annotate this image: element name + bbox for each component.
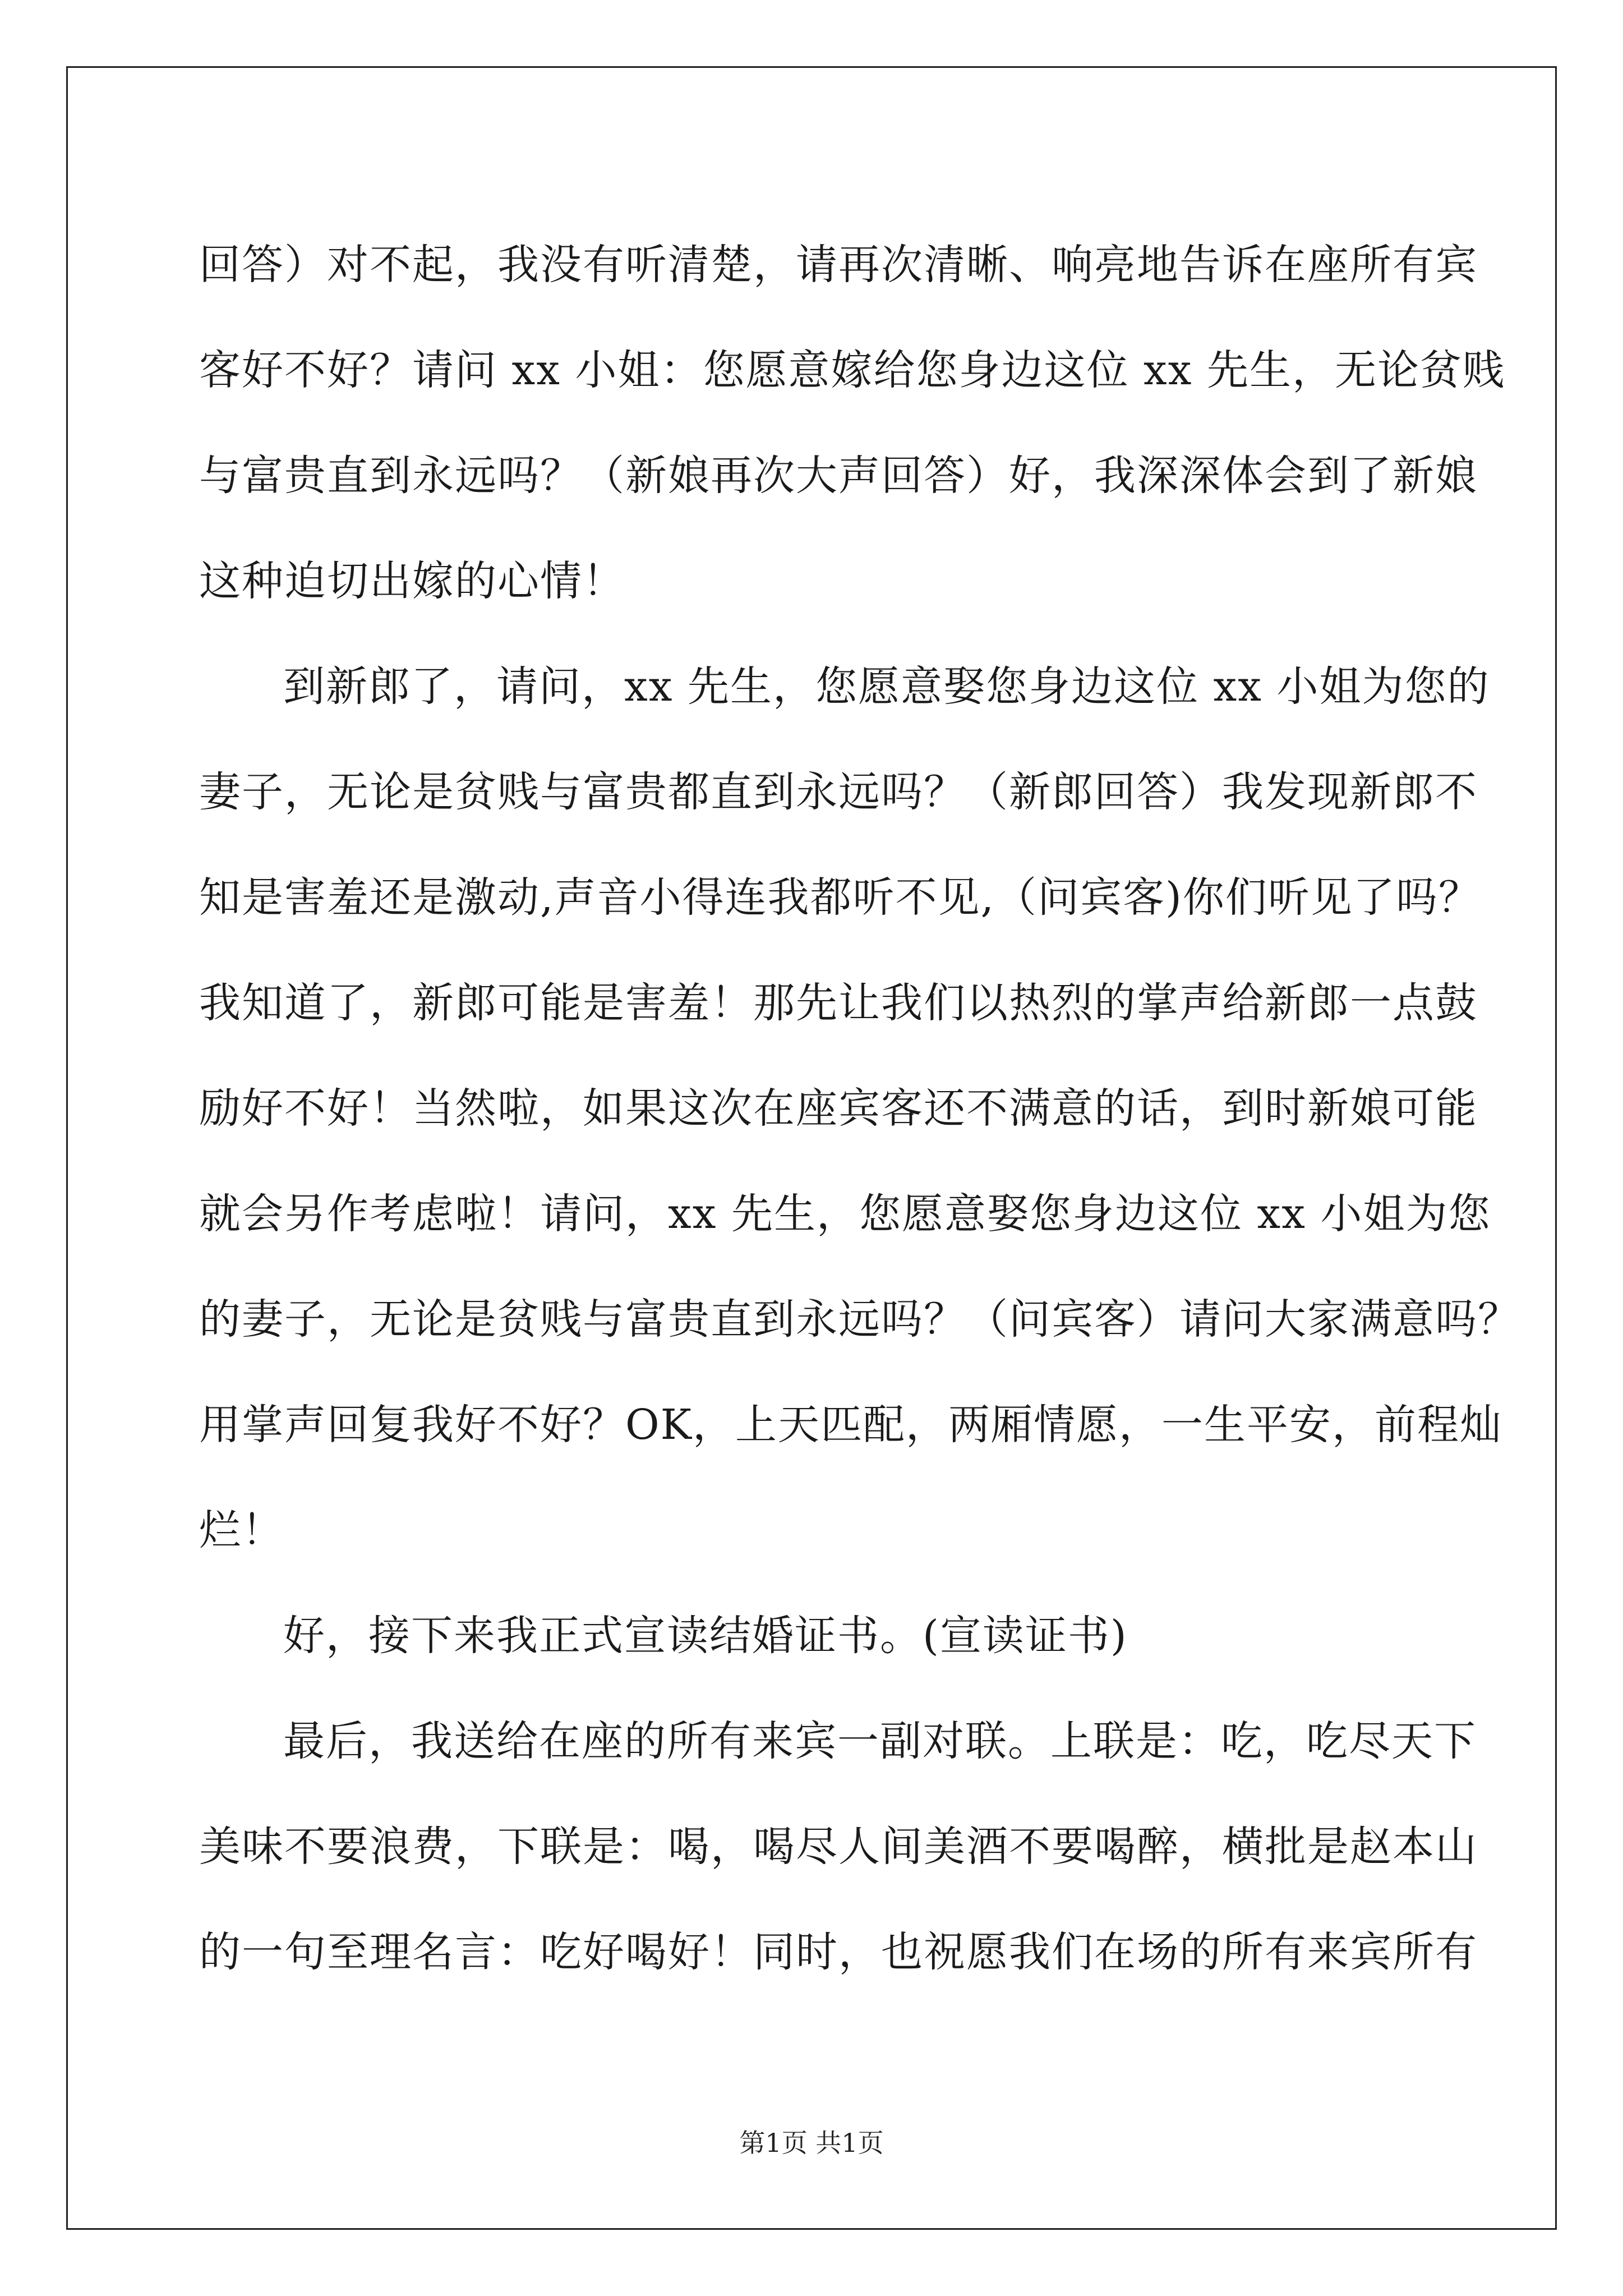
text-line: 与富贵直到永远吗？（新娘再次大声回答）好，我深深体会到了新娘 xyxy=(199,452,1478,500)
text-line: 妻子，无论是贫贱与富贵都直到永远吗？（新郎回答）我发现新郎不 xyxy=(199,768,1478,816)
text-line: 这种迫切出嫁的心情！ xyxy=(199,557,625,605)
text-line: 烂！ xyxy=(199,1506,284,1554)
text-line: 励好不好！当然啦，如果这次在座宾客还不满意的话，到时新娘可能 xyxy=(199,1084,1478,1133)
page-footer: 第1页 共1页 xyxy=(739,2128,884,2158)
text-line: 知是害羞还是激动,声音小得连我都听不见,（问宾客)你们听见了吗？ xyxy=(199,873,1481,922)
text-line: 到新郎了，请问，xx 先生，您愿意娶您身边这位 xx 小姐为您的 xyxy=(283,662,1490,711)
text-line: 我知道了，新郎可能是害羞！那先让我们以热烈的掌声给新郎一点鼓 xyxy=(199,979,1478,1027)
text-line: 用掌声回复我好不好？OK，上天匹配，两厢情愿，一生平安，前程灿 xyxy=(199,1401,1502,1449)
text-line: 回答）对不起，我没有听清楚，请再次清晰、响亮地告诉在座所有宾 xyxy=(199,241,1478,289)
text-line: 客好不好？请问 xx 小姐：您愿意嫁给您身边这位 xx 先生，无论贫贱 xyxy=(199,346,1506,394)
document-body xyxy=(199,212,1520,2005)
text-line: 的一句至理名言：吃好喝好！同时，也祝愿我们在场的所有来宾所有 xyxy=(199,1928,1478,1976)
text-line: 美味不要浪费，下联是：喝，喝尽人间美酒不要喝醉，横批是赵本山 xyxy=(199,1823,1478,1871)
text-line: 就会另作考虑啦！请问，xx 先生，您愿意娶您身边这位 xx 小姐为您 xyxy=(199,1190,1491,1238)
text-line: 好，接下来我正式宣读结婚证书。(宣读证书) xyxy=(283,1612,1128,1660)
text-line: 的妻子，无论是贫贱与富贵直到永远吗？（问宾客）请问大家满意吗？ xyxy=(199,1295,1520,1343)
text-line: 最后，我送给在座的所有来宾一副对联。上联是：吃，吃尽天下 xyxy=(283,1717,1477,1765)
